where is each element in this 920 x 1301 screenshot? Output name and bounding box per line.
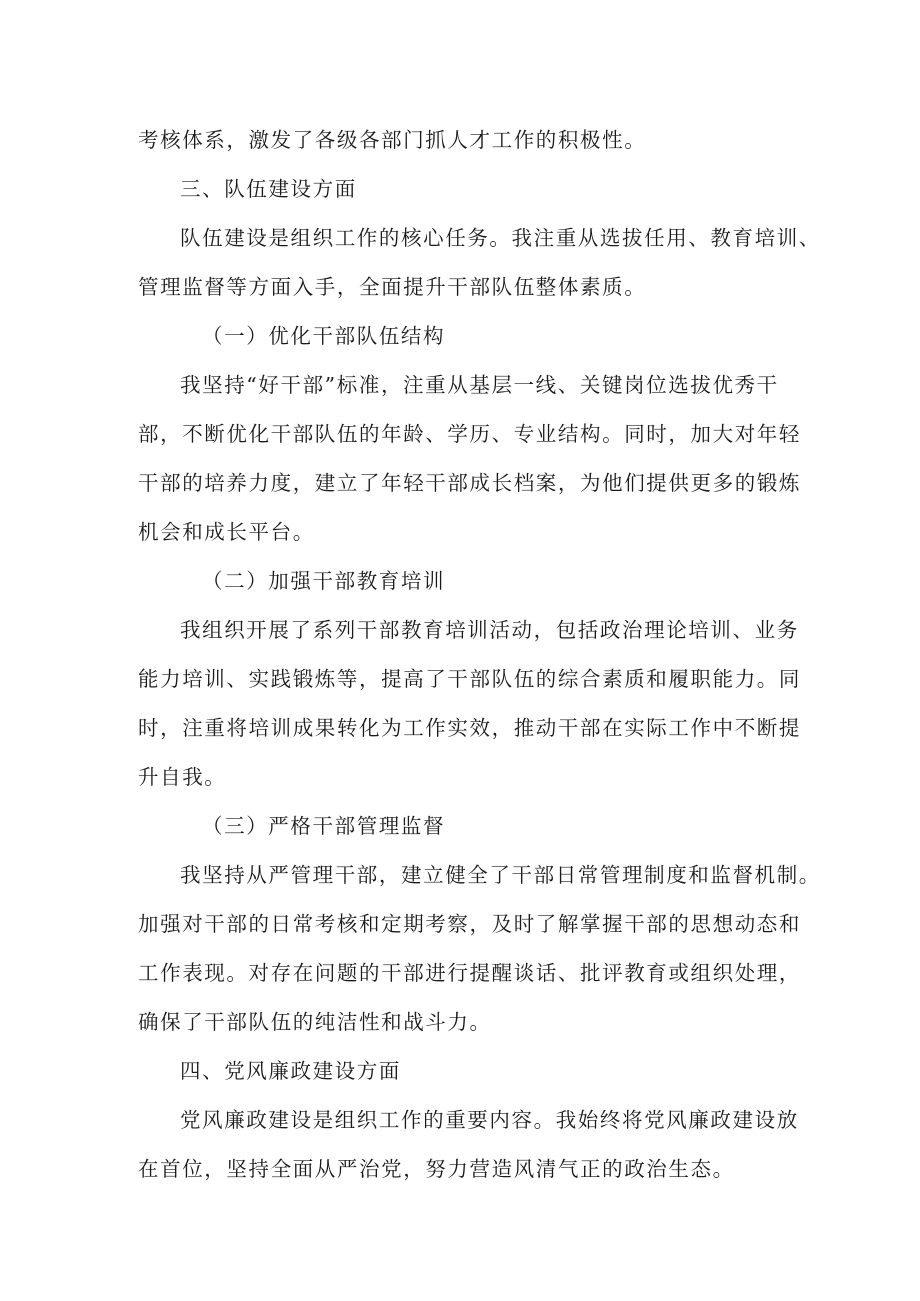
paragraph-line: 能力培训、实践锻炼等，提高了干部队伍的综合素质和履职能力。同	[138, 667, 801, 691]
paragraph-line: 党风廉政建设是组织工作的重要内容。我始终将党风廉政建设放	[180, 1108, 799, 1132]
section-heading-team-building: 三、队伍建设方面	[180, 177, 357, 201]
paragraph-line: 工作表现。对存在问题的干部进行提醒谈话、批评教育或组织处理，	[138, 961, 801, 985]
section-heading-integrity-building: 四、党风廉政建设方面	[180, 1059, 401, 1083]
paragraph-line: 我坚持从严管理干部，建立健全了干部日常管理制度和监督机制。	[180, 863, 821, 887]
paragraph-line: 确保了干部队伍的纯洁性和战斗力。	[138, 1010, 492, 1034]
paragraph-line: 在首位，坚持全面从严治党，努力营造风清气正的政治生态。	[138, 1157, 735, 1181]
paragraph-line: 加强对干部的日常考核和定期考察，及时了解掌握干部的思想动态和	[138, 912, 801, 936]
subsection-heading-management-supervision: （三）严格干部管理监督	[202, 814, 446, 838]
paragraph-line: 我组织开展了系列干部教育培训活动，包括政治理论培训、业务	[180, 618, 799, 642]
paragraph-line: 部，不断优化干部队伍的年龄、学历、专业结构。同时，加大对年轻	[138, 422, 801, 446]
subsection-heading-education-training: （二）加强干部教育培训	[202, 569, 446, 593]
subsection-heading-optimize-structure: （一）优化干部队伍结构	[202, 324, 446, 348]
paragraph-line: 机会和成长平台。	[138, 520, 315, 544]
paragraph-line: 时，注重将培训成果转化为工作实效，推动干部在实际工作中不断提	[138, 716, 801, 740]
paragraph-line: 管理监督等方面入手，全面提升干部队伍整体素质。	[138, 275, 647, 299]
paragraph-line: 队伍建设是组织工作的核心任务。我注重从选拔任用、教育培训、	[180, 226, 821, 250]
paragraph-line: 我坚持“好干部”标准，注重从基层一线、关键岗位选拔优秀干	[180, 373, 779, 397]
paragraph-line: 升自我。	[138, 765, 227, 789]
paragraph-line-continuation: 考核体系，激发了各级各部门抓人才工作的积极性。	[138, 128, 647, 152]
paragraph-line: 干部的培养力度，建立了年轻干部成长档案，为他们提供更多的锻炼	[138, 471, 801, 495]
